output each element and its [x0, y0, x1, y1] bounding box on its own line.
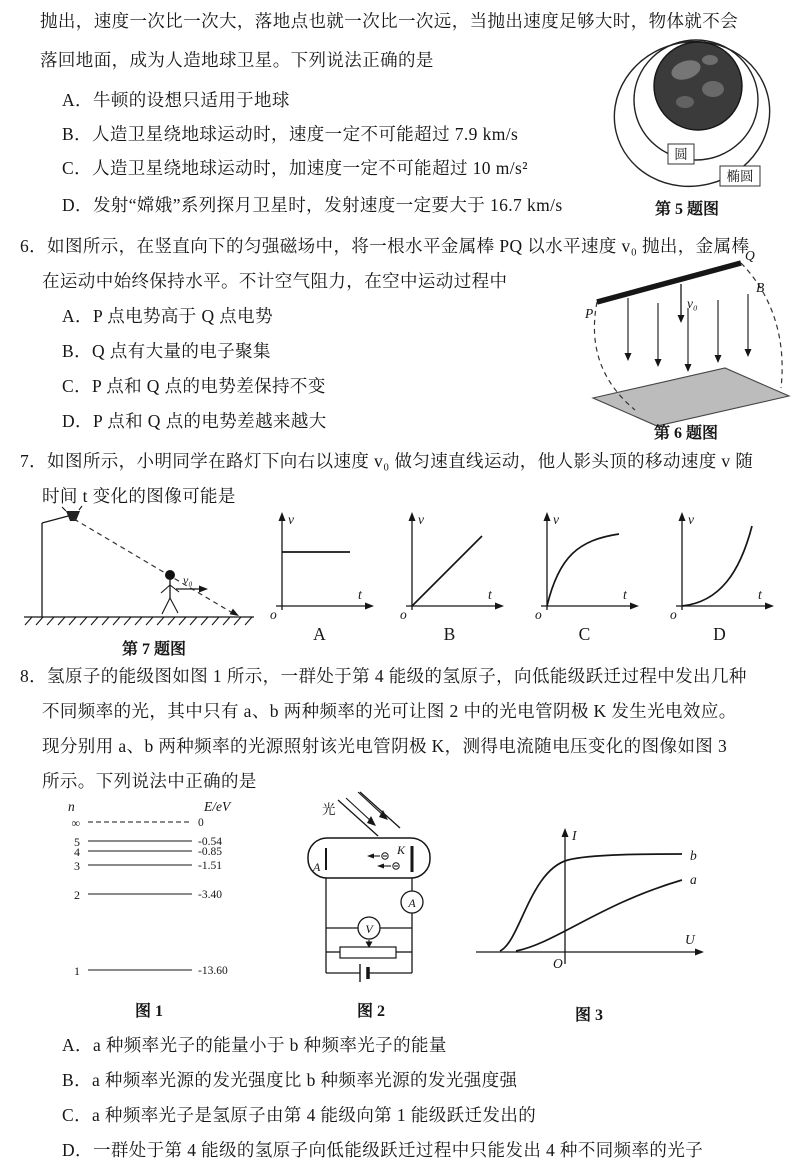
q6-figure-rod-field: [583, 248, 798, 420]
q6-option-d: D．P 点和 Q 点的电势差越来越大: [62, 411, 327, 431]
light-ray-dashed: [74, 519, 236, 615]
rod-pq: [597, 263, 741, 302]
t-axis-arrowhead: [765, 603, 774, 610]
q6-option-c: C．P 点和 Q 点的电势差保持不变: [62, 376, 326, 396]
light-label: 光: [322, 802, 336, 817]
person-head: [165, 570, 175, 580]
axis-label-t: t: [488, 587, 492, 602]
q7-graph-c: [527, 506, 642, 624]
origin-label: o: [535, 607, 542, 622]
q5-figure-earth-orbits: [612, 26, 782, 196]
e-header: E/eV: [204, 799, 231, 814]
level-e-2: -3.40: [198, 889, 222, 901]
curve-concave: [547, 534, 619, 606]
anode-label: A: [313, 860, 321, 874]
curve-linear: [412, 536, 482, 606]
ground-plane: [593, 368, 789, 426]
voltmeter-label: V: [365, 922, 373, 936]
q7-graph-a-label: A: [313, 624, 326, 644]
v-axis-arrowhead: [409, 512, 416, 521]
origin-label: O: [553, 956, 563, 971]
field-arrowhead: [715, 355, 722, 363]
u-axis-label: U: [685, 932, 695, 947]
ammeter-label: A: [408, 896, 416, 910]
q6-line2: 在运动中始终保持水平。不计空气阻力，在空中运动过程中: [42, 271, 508, 291]
axis-label-v: v: [688, 512, 694, 527]
continent: [702, 81, 724, 97]
label-p: P: [585, 306, 594, 321]
q5-option-b: B．人造卫星绕地球运动时，速度一定不可能超过 7.9 km/s: [62, 124, 519, 144]
q5-line2: 落回地面，成为人造地球卫星。下列说法正确的是: [40, 50, 434, 70]
origin-label: o: [400, 607, 407, 622]
light-arrowhead: [367, 816, 376, 826]
axis-label-t: t: [758, 587, 762, 602]
q7-graph-b: [392, 506, 507, 624]
lamp-ray: [79, 506, 82, 510]
person-arm: [161, 585, 170, 593]
level-n-3: 3: [74, 859, 80, 873]
q7-figure-caption: 第 7 题图: [122, 641, 187, 658]
q8-fig2-caption: 图 2: [357, 1003, 386, 1020]
lamp: [66, 511, 80, 521]
q5-option-d: D．发射“嫦娥”系列探月卫星时，发射速度一定要大于 16.7 km/s: [62, 195, 563, 215]
axis-label-t: t: [623, 587, 627, 602]
level-n-2: 2: [74, 888, 80, 902]
q7-figure-streetlamp: [20, 503, 260, 631]
lamp-arm: [42, 515, 72, 523]
i-axis-arrowhead: [562, 828, 569, 837]
q5-line1: 抛出，速度一次比一次大，落地点也就一次比一次远，当抛出速度足够大时，物体就不会: [40, 11, 739, 31]
circle-orbit-label: 圆: [674, 147, 688, 162]
q5-option-c: C．人造卫星绕地球运动时，加速度一定不可能超过 10 m/s²: [62, 158, 528, 178]
label-b: B: [756, 280, 765, 295]
q8-option-a: A．a 种频率光子的能量小于 b 种频率光子的能量: [62, 1035, 447, 1055]
q7-graph-c-label: C: [578, 624, 591, 644]
axis-label-t: t: [358, 587, 362, 602]
field-arrowhead: [745, 349, 752, 357]
level-e-1: -13.60: [198, 965, 228, 977]
u-axis-arrowhead: [695, 949, 704, 956]
v-axis-arrowhead: [679, 512, 686, 521]
q8-line2: 不同频率的光，其中只有 a、b 两种频率的光可让图 2 中的光电管阴极 K 发生光电效应。: [42, 701, 737, 721]
level-e-4: -0.85: [198, 846, 222, 858]
n-header: n: [68, 799, 75, 814]
t-axis-arrowhead: [495, 603, 504, 610]
q8-option-d-clipped: D．一群处于第 4 能级的氢原子向低能级跃迁过程中只能发出 4 种不同频率的光子: [62, 1140, 704, 1160]
level-n-4: 4: [74, 845, 80, 859]
earth: [654, 42, 742, 130]
q8-fig3-caption: 图 3: [575, 1007, 604, 1024]
q8-fig3-iu-graph: [470, 816, 715, 994]
q6-option-a: A．P 点电势高于 Q 点电势: [62, 306, 273, 326]
q6-option-b: B．Q 点有大量的电子聚集: [62, 341, 271, 361]
level-n-1: 1: [74, 964, 80, 978]
q7-graph-d: [662, 506, 777, 624]
q7-graph-b-label: B: [443, 624, 456, 644]
q6-line1: 6．如图所示，在竖直向下的匀强磁场中，将一根水平金属棒 PQ 以水平速度 v₀ 抛出，金属棒: [20, 236, 750, 256]
continent: [676, 96, 694, 108]
q7-line2: 时间 t 变化的图像可能是: [42, 486, 236, 506]
label-v0: v₀: [183, 573, 193, 587]
field-arrowhead: [625, 353, 632, 361]
person-leg: [162, 598, 170, 614]
light-arrowhead: [379, 810, 388, 820]
q5-figure-caption: 第 5 题图: [655, 201, 720, 218]
ray-arrowhead: [230, 609, 239, 616]
field-arrowhead: [685, 364, 692, 372]
q8-line3: 现分别用 a、b 两种频率的光源照射该光电管阴极 K，测得电流随电压变化的图像如图 3: [42, 736, 728, 756]
electron-arrowhead: [367, 854, 374, 859]
q7-graph-a: [262, 506, 377, 624]
level-e-5: -0.54: [198, 836, 222, 848]
q8-line4: 所示。下列说法中正确的是: [42, 771, 257, 791]
curve-a: [516, 880, 682, 951]
q7-graph-d-label: D: [713, 624, 726, 644]
axis-label-v: v: [288, 512, 294, 527]
t-axis-arrowhead: [365, 603, 374, 610]
v-axis-arrowhead: [279, 512, 286, 521]
axis-label-v: v: [553, 512, 559, 527]
beam-edge: [360, 792, 400, 828]
q8-option-c: C．a 种频率光子是氢原子由第 4 能级向第 1 能级跃迁发出的: [62, 1105, 537, 1125]
origin-label: o: [270, 607, 277, 622]
level-n-inf: ∞: [71, 816, 80, 830]
q8-fig1-energy-levels: [58, 796, 270, 994]
electron-arrowhead: [377, 864, 384, 869]
q7-line1: 7．如图所示，小明同学在路灯下向右以速度 v₀ 做匀速直线运动，他人影头顶的移动速度 v 随: [20, 451, 754, 471]
rheostat: [340, 947, 396, 958]
ground-hatching: [25, 617, 252, 625]
v-axis-arrowhead: [544, 512, 551, 521]
label-q: Q: [745, 248, 755, 263]
v0-arrowhead: [199, 586, 208, 593]
i-axis-label: I: [572, 828, 577, 843]
ellipse-orbit-label: 椭圆: [726, 169, 754, 184]
t-axis-arrowhead: [630, 603, 639, 610]
q6-figure-caption: 第 6 题图: [654, 425, 719, 442]
curve-convex: [682, 526, 752, 606]
origin-label: o: [670, 607, 677, 622]
q8-line1: 8．氢原子的能级图如图 1 所示，一群处于第 4 能级的氢原子，向低能级跃迁过程中发出几种: [20, 666, 747, 686]
curve-b: [500, 854, 682, 951]
level-e-inf: 0: [198, 817, 204, 829]
v0-arrowhead: [678, 315, 685, 323]
label-v0: v₀: [687, 296, 698, 311]
level-n-5: 5: [74, 835, 80, 849]
q5-option-a: A．牛顿的设想只适用于地球: [62, 90, 290, 110]
curve-b-label: b: [690, 848, 697, 863]
q8-fig1-caption: 图 1: [135, 1003, 164, 1020]
cathode-label: K: [397, 843, 406, 857]
lamp-ray: [62, 507, 66, 511]
axis-label-v: v: [418, 512, 424, 527]
continent: [702, 55, 718, 65]
q8-fig2-circuit: [288, 790, 463, 995]
person-leg: [170, 598, 178, 613]
level-e-3: -1.51: [198, 860, 222, 872]
curve-a-label: a: [690, 872, 697, 887]
q8-option-b: B．a 种频率光源的发光强度比 b 种频率光源的发光强度强: [62, 1070, 518, 1090]
field-arrowhead: [655, 359, 662, 367]
